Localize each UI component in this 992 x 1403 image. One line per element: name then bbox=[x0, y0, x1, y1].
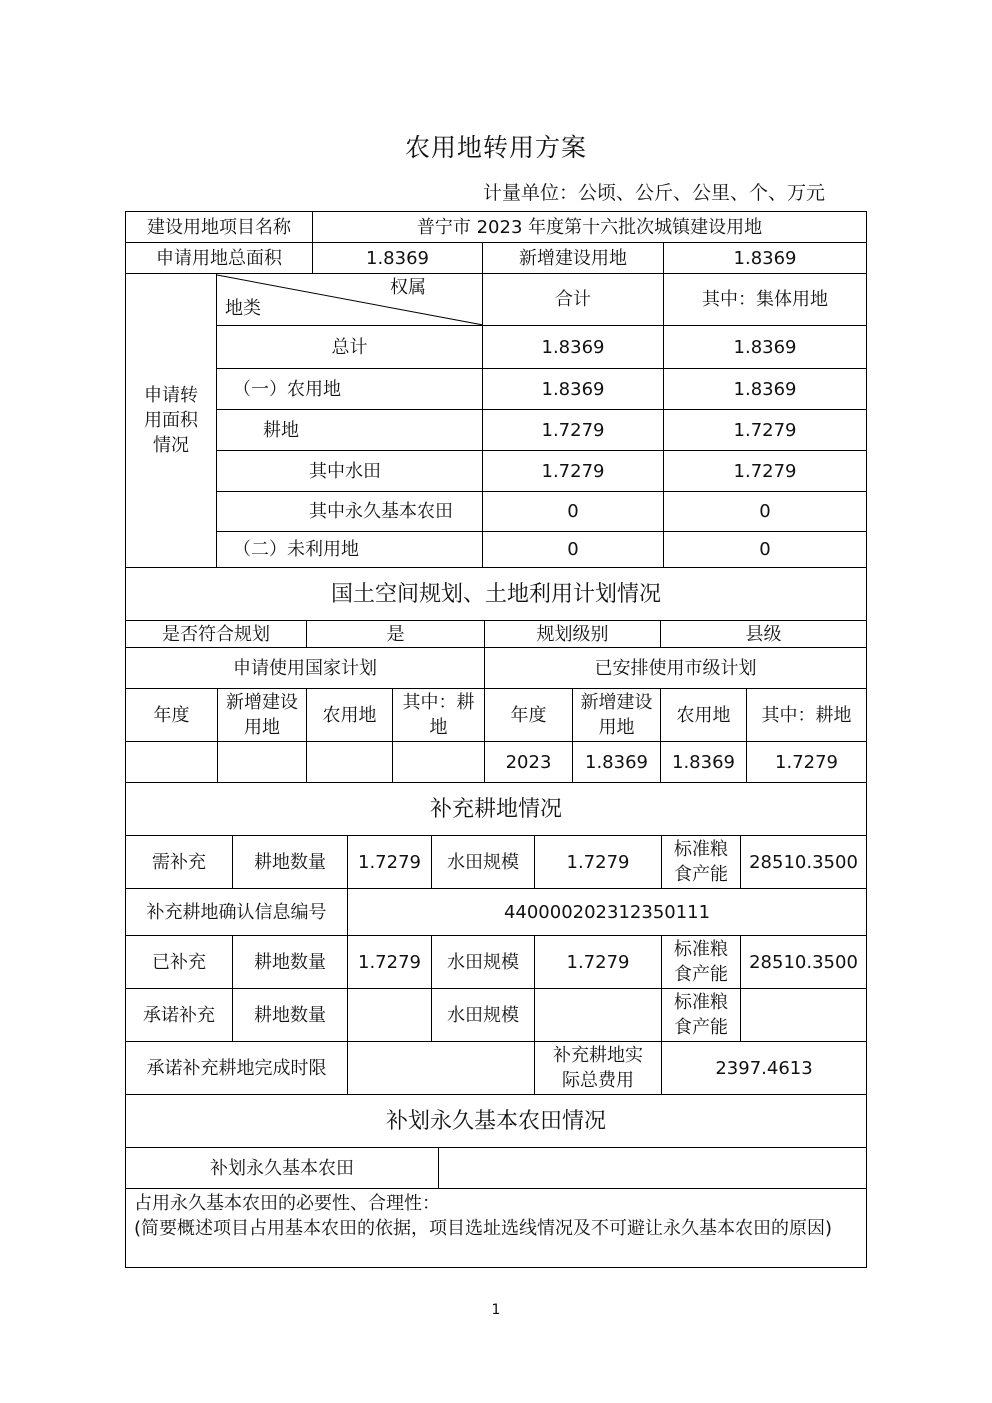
table-row bbox=[126, 783, 867, 836]
new-construction-value: 1.8369 bbox=[664, 243, 867, 274]
table-row bbox=[126, 274, 867, 326]
table-row bbox=[126, 212, 867, 243]
promise-grain-value bbox=[741, 989, 867, 1042]
promise-paddy-value bbox=[535, 989, 662, 1042]
table-row bbox=[126, 492, 867, 532]
done-grain-value: 28510.3500 bbox=[741, 936, 867, 989]
actual-cost-value: 2397.4613 bbox=[662, 1042, 867, 1095]
plan-value: 2023 bbox=[485, 742, 573, 783]
promise-qty-value bbox=[348, 989, 432, 1042]
row-label: 其中水田 bbox=[217, 451, 483, 492]
col-header: 农用地 bbox=[307, 689, 393, 742]
table-row bbox=[126, 410, 867, 451]
national-plan-label: 申请使用国家计划 bbox=[126, 648, 485, 689]
row-total: 1.8369 bbox=[483, 369, 664, 410]
row-total: 1.8369 bbox=[483, 326, 664, 369]
document-title: 农用地转用方案 bbox=[404, 133, 587, 162]
table-row bbox=[126, 568, 867, 621]
table-row bbox=[126, 369, 867, 410]
table-row bbox=[126, 1095, 867, 1148]
supplement-section-header: 补充耕地情况 bbox=[126, 783, 867, 836]
row-label: （一）农用地 bbox=[217, 369, 483, 410]
basic-farmland-label: 补划永久基本农田 bbox=[126, 1148, 439, 1189]
grain-capacity-label: 标准粮食产能 bbox=[662, 936, 741, 989]
need-supplement-label: 需补充 bbox=[126, 836, 233, 889]
row-total: 1.7279 bbox=[483, 410, 664, 451]
plan-value: 1.8369 bbox=[661, 742, 747, 783]
table-row bbox=[126, 889, 867, 936]
plan-conform-label: 是否符合规划 bbox=[126, 621, 307, 648]
table-row bbox=[126, 243, 867, 274]
page-number: 1 bbox=[491, 1302, 501, 1318]
plan-value: 1.7279 bbox=[747, 742, 867, 783]
table-row bbox=[126, 836, 867, 889]
project-name-label: 建设用地项目名称 bbox=[126, 212, 313, 243]
conversion-table bbox=[125, 211, 867, 568]
new-construction-label: 新增建设用地 bbox=[483, 243, 664, 274]
table-row bbox=[126, 989, 867, 1042]
col-header: 年度 bbox=[485, 689, 573, 742]
plan-value bbox=[393, 742, 485, 783]
plan-level-label: 规划级别 bbox=[485, 621, 661, 648]
col-header: 其中：耕地 bbox=[747, 689, 867, 742]
paddy-label: 水田规模 bbox=[432, 836, 535, 889]
row-total: 0 bbox=[483, 532, 664, 568]
row-collective: 1.8369 bbox=[664, 369, 867, 410]
ownership-header: 权属 bbox=[390, 277, 426, 298]
deadline-label: 承诺补充耕地完成时限 bbox=[126, 1042, 348, 1095]
table-row bbox=[126, 532, 867, 568]
table-row bbox=[126, 326, 867, 369]
row-label: 总计 bbox=[217, 326, 483, 369]
qty-label: 耕地数量 bbox=[233, 936, 348, 989]
necessity-note bbox=[126, 1189, 867, 1268]
necessity-note-body: (简要概述项目占用基本农田的依据，项目选址选线情况及不可避让永久基本农田的原因) bbox=[134, 1218, 833, 1239]
plan-conform-value: 是 bbox=[307, 621, 485, 648]
need-grain-value: 28510.3500 bbox=[741, 836, 867, 889]
planning-section-header: 国土空间规划、土地利用计划情况 bbox=[126, 568, 867, 621]
qty-label: 耕地数量 bbox=[233, 989, 348, 1042]
col-header: 农用地 bbox=[661, 689, 747, 742]
conversion-section-label: 申请转用面积情况 bbox=[126, 274, 217, 568]
done-qty-value: 1.7279 bbox=[348, 936, 432, 989]
table-row bbox=[126, 1042, 867, 1095]
col-header: 其中：耕地 bbox=[393, 689, 485, 742]
table-row bbox=[126, 689, 867, 742]
table-row bbox=[126, 648, 867, 689]
col-header: 年度 bbox=[126, 689, 218, 742]
deadline-value bbox=[348, 1042, 535, 1095]
row-label: 其中永久基本农田 bbox=[217, 492, 483, 532]
done-paddy-value: 1.7279 bbox=[535, 936, 662, 989]
city-plan-label: 已安排使用市级计划 bbox=[485, 648, 867, 689]
actual-cost-label: 补充耕地实际总费用 bbox=[535, 1042, 662, 1095]
table-row bbox=[126, 936, 867, 989]
planning-table bbox=[125, 567, 867, 783]
table-row bbox=[126, 742, 867, 783]
plan-level-value: 县级 bbox=[661, 621, 867, 648]
project-name-value: 普宁市 2023 年度第十六批次城镇建设用地 bbox=[313, 212, 867, 243]
confirm-number-value: 440000202312350111 bbox=[348, 889, 867, 936]
basic-farmland-section-header: 补划永久基本农田情况 bbox=[126, 1095, 867, 1148]
promise-supplement-label: 承诺补充 bbox=[126, 989, 233, 1042]
row-label: （二）未利用地 bbox=[217, 532, 483, 568]
plan-value bbox=[126, 742, 218, 783]
row-collective: 1.8369 bbox=[664, 326, 867, 369]
col-header: 新增建设用地 bbox=[218, 689, 307, 742]
table-row bbox=[126, 1189, 867, 1268]
row-collective: 1.7279 bbox=[664, 451, 867, 492]
row-total: 0 bbox=[483, 492, 664, 532]
paddy-label: 水田规模 bbox=[432, 989, 535, 1042]
table-row bbox=[126, 451, 867, 492]
total-column-header: 合计 bbox=[483, 274, 664, 326]
grain-capacity-label: 标准粮食产能 bbox=[662, 836, 741, 889]
col-header: 新增建设用地 bbox=[573, 689, 661, 742]
collective-column-header: 其中：集体用地 bbox=[664, 274, 867, 326]
necessity-note-title: 占用永久基本农田的必要性、合理性： bbox=[134, 1193, 440, 1214]
diagonal-header-cell bbox=[217, 274, 483, 326]
grain-capacity-label: 标准粮食产能 bbox=[662, 989, 741, 1042]
row-collective: 1.7279 bbox=[664, 410, 867, 451]
qty-label: 耕地数量 bbox=[233, 836, 348, 889]
row-total: 1.7279 bbox=[483, 451, 664, 492]
basic-farmland-table bbox=[125, 1094, 867, 1268]
confirm-number-label: 补充耕地确认信息编号 bbox=[126, 889, 348, 936]
row-label: 耕地 bbox=[217, 410, 483, 451]
supplement-table bbox=[125, 782, 867, 1095]
paddy-label: 水田规模 bbox=[432, 936, 535, 989]
plan-value bbox=[218, 742, 307, 783]
need-paddy-value: 1.7279 bbox=[535, 836, 662, 889]
total-area-value: 1.8369 bbox=[313, 243, 483, 274]
measurement-units: 计量单位：公顷、公斤、公里、个、万元 bbox=[483, 182, 826, 204]
table-row bbox=[126, 621, 867, 648]
row-collective: 0 bbox=[664, 532, 867, 568]
basic-farmland-value bbox=[439, 1148, 867, 1189]
plan-value bbox=[307, 742, 393, 783]
need-qty-value: 1.7279 bbox=[348, 836, 432, 889]
land-type-header: 地类 bbox=[225, 298, 261, 319]
total-area-label: 申请用地总面积 bbox=[126, 243, 313, 274]
done-supplement-label: 已补充 bbox=[126, 936, 233, 989]
plan-value: 1.8369 bbox=[573, 742, 661, 783]
row-collective: 0 bbox=[664, 492, 867, 532]
table-row bbox=[126, 1148, 867, 1189]
